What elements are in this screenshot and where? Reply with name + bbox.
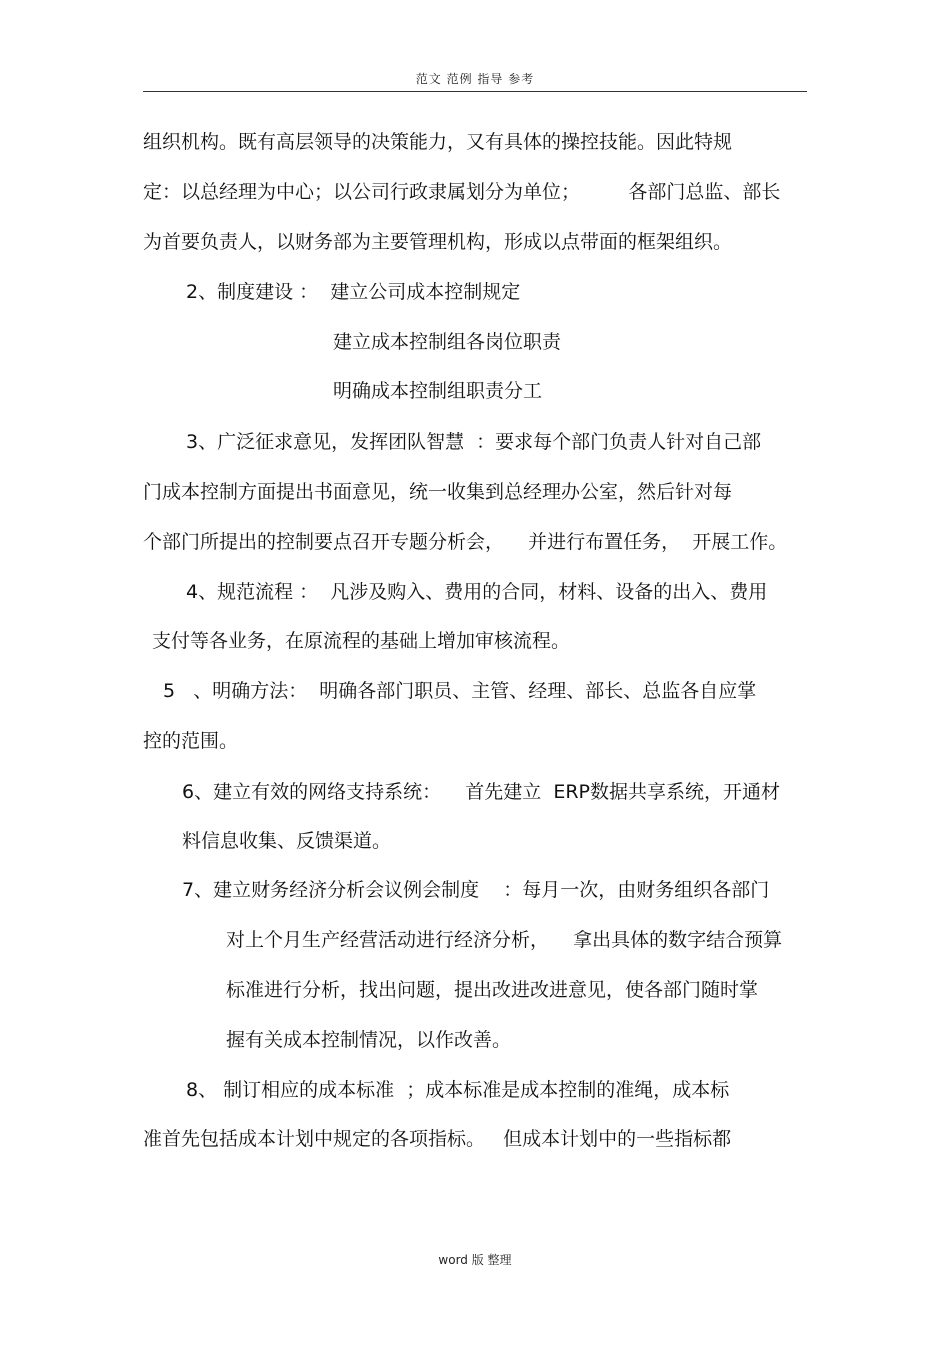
text-line: 门成本控制方面提出书面意见，统一收集到总经理办公室，然后针对每 xyxy=(143,481,733,503)
text-line: 7、建立财务经济分析会议例会制度 ：每月一次，由财务组织各部门 xyxy=(182,879,770,901)
text-line: 标准进行分析，找出问题，提出改进改进意见，使各部门随时掌 xyxy=(226,979,759,1001)
text-line: 控的范围。 xyxy=(143,730,239,752)
text-line: 明确成本控制组职责分工 xyxy=(333,380,543,402)
text-line: 4、规范流程 ： 凡涉及购入、费用的合同，材料、设备的出入、费用 xyxy=(186,581,768,603)
text-line: 料信息收集、反馈渠道。 xyxy=(182,830,392,852)
text-line: 个部门所提出的控制要点召开专题分析会， 并进行布置任务， 开展工作。 xyxy=(143,531,788,553)
text-line: 5 、明确方法： 明确各部门职员、主管、经理、部长、总监各自应掌 xyxy=(163,680,757,702)
text-line: 握有关成本控制情况，以作改善。 xyxy=(226,1029,512,1051)
text-line: 支付等各业务，在原流程的基础上增加审核流程。 xyxy=(152,630,571,652)
text-line: 建立成本控制组各岗位职责 xyxy=(333,331,562,353)
text-line: 3、广泛征求意见，发挥团队智慧 ：要求每个部门负责人针对自己部 xyxy=(186,431,762,453)
page-header: 范文 范例 指导 参考 xyxy=(415,72,535,86)
text-line: 为首要负责人，以财务部为主要管理机构，形成以点带面的框架组织。 xyxy=(143,231,733,253)
text-line: 6、建立有效的网络支持系统： 首先建立 ERP数据共享系统，开通材 xyxy=(182,781,780,803)
text-line: 组织机构。既有高层领导的决策能力，又有具体的操控技能。因此特规 xyxy=(143,131,733,153)
text-line: 定：以总经理为中心；以公司行政隶属划分为单位； 各部门总监、部长 xyxy=(143,181,781,203)
text-line: 8、 制订相应的成本标准 ；成本标准是成本控制的准绳，成本标 xyxy=(186,1079,730,1101)
text-line: 准首先包括成本计划中规定的各项指标。 但成本计划中的一些指标都 xyxy=(143,1128,732,1150)
page-footer: word 版 整理 xyxy=(438,1253,512,1267)
text-line: 2、制度建设 ： 建立公司成本控制规定 xyxy=(186,281,521,303)
text-line: 对上个月生产经营活动进行经济分析， 拿出具体的数字结合预算 xyxy=(226,929,783,951)
header-rule xyxy=(143,91,807,92)
